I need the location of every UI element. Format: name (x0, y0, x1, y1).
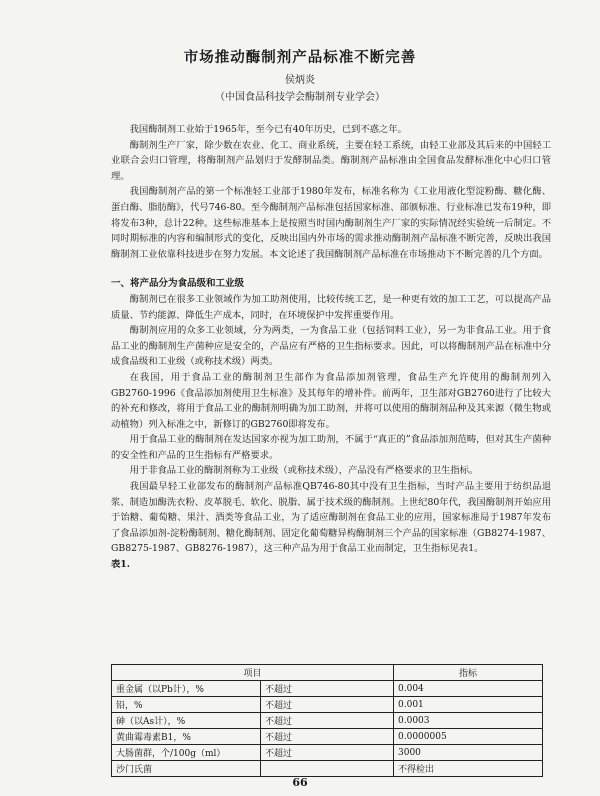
intro-paragraph: 我国酶制剂产品的第一个标准轻工业部于1980年发布，标准名称为《工业用液化型淀粉酶、糖化酶、蛋白酶、脂肪酶》，代号746-80。至今酶制剂产品标准包括国家标准、部颁标准、行业标准已发布19种，即将发布3种，总计22种。这些标准基本上是按照当时国内酶制剂生产厂家的实际情况经实验统一后制定。不同时期标准的内容和编制形式的变化，反映出国内外市场的需求推动酶制剂产品标准不断完善，反映出我国酶制剂工业依靠科技进步在努力发展。本文论述了我国酶制剂产品标准在市场推动下不断完善的几个方面。 (111, 186, 551, 260)
row-value: 0.001 (394, 697, 543, 713)
row-qualifier: 不超过 (261, 713, 394, 729)
article-title: 市场推动酶制剂产品标准不断完善 (183, 49, 417, 66)
row-item: 铅，% (112, 697, 261, 713)
section-paragraph: 酶制剂已在很多工业领域作为加工助剂使用，比较传统工艺，是一种更有效的加工工艺，可以提高产品质量、节约能源、降低生产成本，同时，在环境保护中发挥重要作用。 (111, 293, 551, 321)
header-value: 指标 (394, 665, 543, 681)
row-value: 0.0003 (394, 713, 543, 729)
author-name: 侯炳炎 (285, 75, 315, 86)
row-item: 黄曲霉毒素B1，% (112, 729, 261, 745)
section-paragraph: 我国最早轻工业部发布的酶制剂产品标准QB746-80其中没有卫生指标，当时产品主要用于纺织品退浆、制造加酶洗衣粉、皮革脱毛、软化、脱脂、属于技术级的酶制剂。上世纪80年代，我国酶制剂开始应用于饴糖、葡萄糖、果汁、酒类等食品工业，为了适应酶制剂在食品工业的应用，国家标准局于1987年发布了食品添加剂-淀粉酶制剂、糖化酶制剂、固定化葡萄糖异构酶制剂三个产品的国家标准（GB8274-1987、GB8275-1987、GB8276-1987），这三种产品为用于食品工业而制定，卫生指标见表1。 (111, 481, 551, 555)
intro-paragraph: 酶制剂生产厂家，除少数在农业、化工、商业系统，主要在轻工系统，由轻工业部及其后来的中国轻工业联合会归口管理，将酶制剂产品划归于发酵制品类。酶制剂产品标准由全国食品发酵标准化中心归口管理。 (111, 139, 551, 182)
article-body (111, 122, 551, 573)
row-qualifier: 不超过 (261, 681, 394, 697)
header-item: 项目 (112, 665, 394, 681)
author-affiliation: （中国食品科技学会酶制剂专业学会） (215, 92, 385, 103)
row-value: 0.0000005 (394, 729, 543, 745)
row-qualifier: 不超过 (261, 745, 394, 761)
row-qualifier (261, 761, 394, 777)
section-paragraph: 在我国，用于食品工业的酶制剂卫生部作为食品添加剂管理，食品生产允许使用的酶制剂列入GB2760-1996《食品添加剂使用卫生标准》及其每年的增补件。前两年，卫生部对GB2760进行了比较大的补充和修改，将用于食品工业的酶制剂明确为加工助剂，并将可以使用的酶制剂品种及其来源（微生物或动植物）列入标准之中，新修订的GB2760即将发布。 (111, 371, 551, 430)
table-caption: 表1. (111, 559, 131, 571)
row-value: 不得检出 (394, 761, 543, 777)
table-header-row (112, 665, 543, 681)
row-value: 0.004 (394, 681, 543, 697)
row-item: 砷（以As计），% (112, 713, 261, 729)
table-row (112, 681, 543, 697)
row-item: 重金属（以Pb计），% (112, 681, 261, 697)
table-row (112, 729, 543, 745)
section-paragraph: 用于非食品工业的酶制剂称为工业级（或称技术级），产品没有严格要求的卫生指标。 (129, 465, 479, 477)
hygiene-index-table (111, 664, 543, 777)
table-row (112, 713, 543, 729)
row-item: 大肠菌群，个/100g（ml） (112, 745, 261, 761)
table-row (112, 697, 543, 713)
page-number: 66 (292, 776, 308, 789)
table-row (112, 761, 543, 777)
row-qualifier: 不超过 (261, 697, 394, 713)
row-item: 沙门氏菌 (112, 761, 261, 777)
row-qualifier: 不超过 (261, 729, 394, 745)
table-row (112, 745, 543, 761)
section-heading: 一、将产品分为食品级和工业级 (111, 278, 245, 290)
row-value: 3000 (394, 745, 543, 761)
section-paragraph: 酶制剂应用的众多工业领域，分为两类，一为食品工业（包括饲料工业），另一为非食品工业。用于食品工业的酶制剂生产菌种应是安全的，产品应有严格的卫生指标要求。因此，可以将酶制剂产品在标准中分成食品级和工业级（或称技术级）两类。 (111, 325, 551, 368)
intro-paragraph: 我国酶制剂工业始于1965年，至今已有40年历史，已到不惑之年。 (129, 124, 407, 135)
section-paragraph: 用于食品工业的酶制剂在发达国家亦视为加工助剂，不属于“真正的”食品添加剂范畴，但对其生产菌种的安全性和产品的卫生指标有严格要求。 (111, 434, 551, 461)
